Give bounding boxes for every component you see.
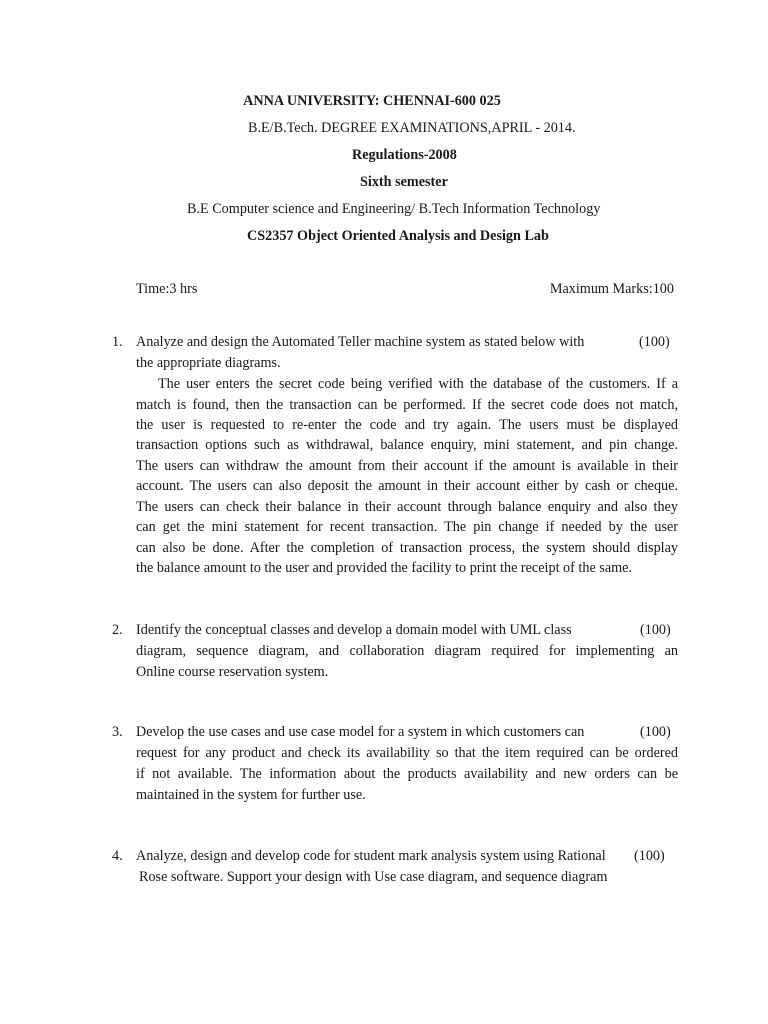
question-2-line: Online course reservation system. [136, 664, 329, 680]
question-2-marks: (100) [640, 622, 671, 638]
question-1-paragraph-line: The users can check their balance in their account through balance enquiry and also they [136, 499, 678, 515]
question-1-paragraph-line: the balance amount to the user and provided the facility to print the receipt of the same. [136, 560, 632, 576]
semester-label: Sixth semester [360, 174, 448, 190]
question-4-number: 4. [112, 848, 123, 864]
question-1-number: 1. [112, 334, 123, 350]
question-4-marks: (100) [634, 848, 665, 864]
question-1-paragraph-line: The user enters the secret code being verified with the database of the customers. If a [158, 376, 678, 392]
question-2-number: 2. [112, 622, 123, 638]
max-marks-label: Maximum Marks:100 [549, 281, 674, 297]
question-1-paragraph-line: can also be done. After the completion of transaction process, the system should display [136, 540, 678, 556]
question-3-number: 3. [112, 724, 123, 740]
question-3-line: maintained in the system for further use. [136, 787, 366, 803]
exam-title: B.E/B.Tech. DEGREE EXAMINATIONS,APRIL - 2014. [248, 120, 576, 136]
course-title: CS2357 Object Oriented Analysis and Design Lab [247, 228, 549, 244]
question-3-line: Develop the use cases and use case model for a system in which customers can [136, 724, 585, 740]
time-label: Time:3 hrs [136, 281, 198, 297]
question-2-line: diagram, sequence diagram, and collaboration diagram required for implementing an [136, 643, 678, 659]
question-1-line: Analyze and design the Automated Teller machine system as stated below with [136, 334, 585, 350]
question-1-paragraph-line: can get the mini statement for recent transaction. The pin change if needed by the user [136, 519, 678, 535]
question-3-marks: (100) [640, 724, 671, 740]
question-1-marks: (100) [639, 334, 670, 350]
question-4-line: Rose software. Support your design with Use case diagram, and sequence diagram [139, 869, 608, 885]
question-3-line: request for any product and check its availability so that the item required can be ordered [136, 745, 678, 761]
question-1-paragraph-line: the user is requested to re-enter the code and try again. The users must be displayed [136, 417, 678, 433]
university-title: ANNA UNIVERSITY: CHENNAI-600 025 [243, 93, 501, 109]
question-1-paragraph-line: account. The users can also deposit the amount in their account either by cash or cheque. [136, 478, 678, 494]
question-1-line: the appropriate diagrams. [136, 355, 281, 371]
regulations-label: Regulations-2008 [352, 147, 457, 163]
question-2-line: Identify the conceptual classes and develop a domain model with UML class [136, 622, 572, 638]
question-1-paragraph-line: transaction options such as withdrawal, balance enquiry, mini statement, and pin change. [136, 437, 678, 453]
branch-label: B.E Computer science and Engineering/ B.Tech Information Technology [187, 201, 601, 217]
question-3-line: if not available. The information about the products availability and new orders can be [136, 766, 678, 782]
question-1-paragraph-line: The users can withdraw the amount from their account if the amount is available in their [136, 458, 678, 474]
question-4-line: Analyze, design and develop code for student mark analysis system using Rational [136, 848, 606, 864]
question-1-paragraph-line: match is found, then the transaction can be performed. If the secret code does not match, [136, 397, 678, 413]
